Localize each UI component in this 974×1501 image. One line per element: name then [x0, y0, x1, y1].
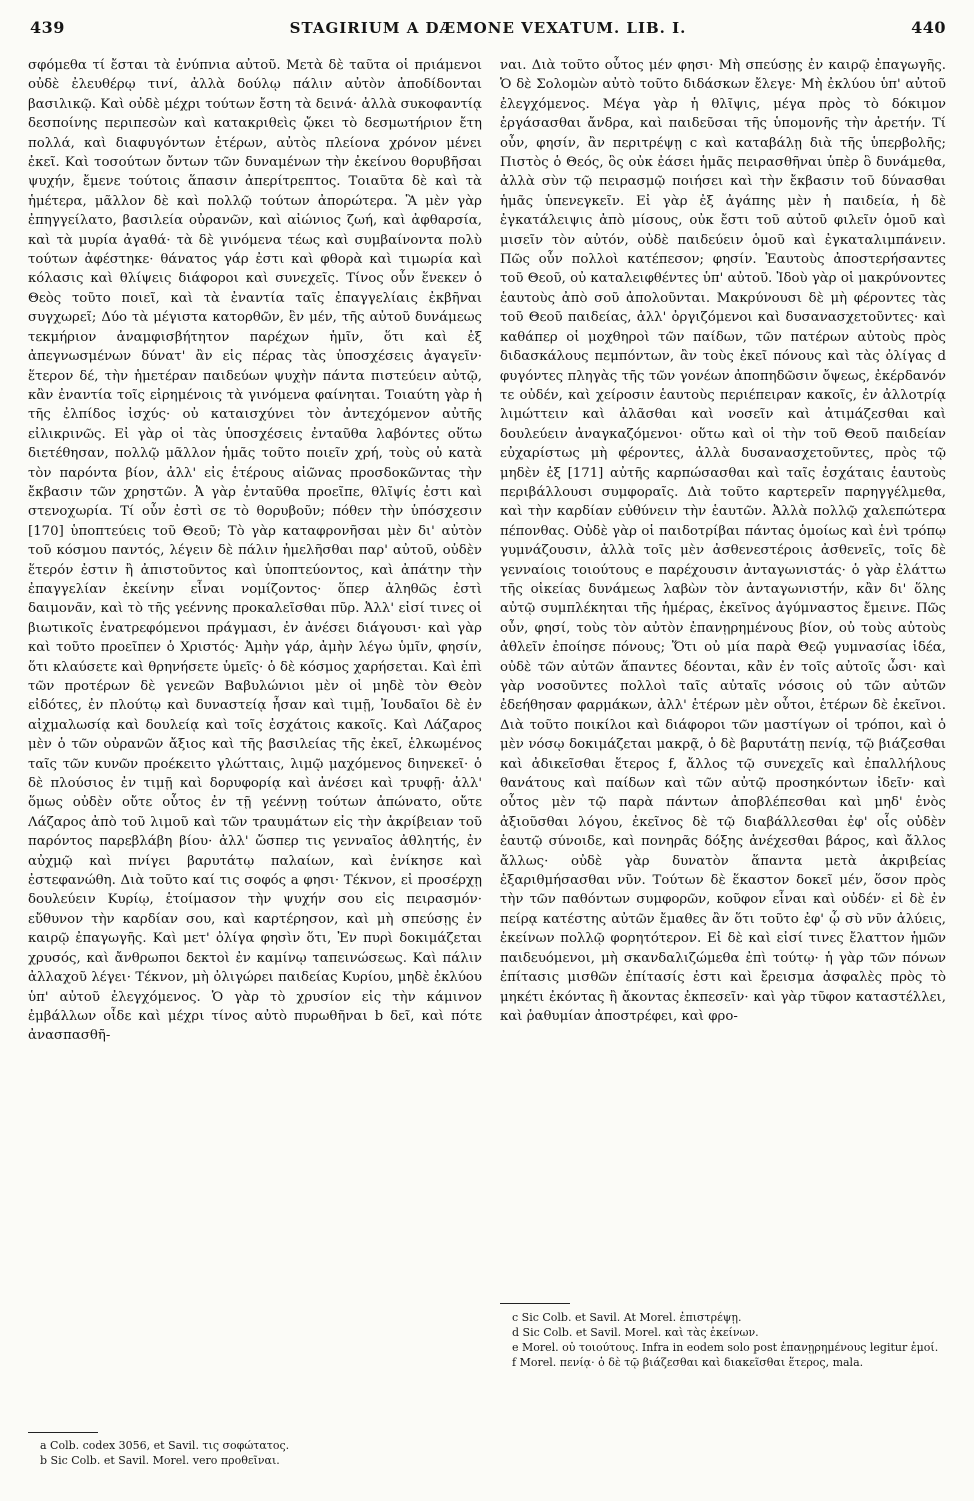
right-column: [500, 56, 946, 1290]
footnote-d: d Sic Colb. et Savil. Morel. καὶ τὰς ἐκείνων.: [512, 1326, 759, 1339]
page-number-right: 440: [911, 18, 946, 37]
footnote-b: b Sic Colb. et Savil. Morel. vero προθεῖναι.: [40, 1454, 280, 1467]
left-column-text: σφόμεθα τί ἔσται τὰ ἐνύπνια αὐτοῦ. Μετὰ δὲ ταῦτα οἱ πριάμενοι οὐδὲ ἐλευθέρῳ τινί, ἀλλὰ δούλῳ πάλιν αὐτὸν ἀποδίδονται βασιλικῷ. Καὶ οὐδὲ μέχρι τούτων ἔστη τὰ δεινά· ἀλλὰ συκοφαντίᾳ δεσποίνης περιπεσὼν καὶ κατακριθεὶς ᾤκει τὸ δεσμωτήριον ἔτη πολλά, καὶ διαφυγόντων ἑτέρων, αὐτὸς πλείονα χρόνον μένει ἐκεῖ. Καὶ τοσούτων ὄντων τῶν δυναμένων τὴν ἐκείνου θορυβῆσαι ψυχήν, ἔμενε τούτοις ἅπασιν ἀπερίτρεπτος. Τοιαῦτα δὲ καὶ τὰ ἡμέτερα, μᾶλλον δὲ καὶ πολλῷ τούτων ἀπορώτερα. Ἃ μὲν γὰρ ἐπηγγείλατο, βασιλεία οὐρανῶν, καὶ αἰώνιος ζωή, καὶ ἀφθαρσία, καὶ τὰ μυρία ἀγαθά· τὰ δὲ γινόμενα τέως καὶ συμβαίνοντα πολὺ τούτων ἀφέστηκε· θάνατος γάρ ἐστι καὶ φθορὰ καὶ τιμωρία καὶ κόλασις καὶ θλίψεις διάφοροι καὶ συνεχεῖς. Τίνος οὖν ἕνεκεν ὁ Θεὸς τοῦτο ποιεῖ, καὶ τὰ ἐναντία ταῖς ἐπαγγελίαις ἐκβῆναι συγχωρεῖ; Δύο τὰ μέγιστα κατορθῶν, ἓν μέν, τῆς αὐτοῦ δυνάμεως τεκμήριον ἀναμφισβήτητον παρέχων ἡμῖν, ὅτι καὶ ἐξ ἀπεγνωσμένων δύνατ' ἂν εἰς πέρας τὰς ὑποσχέσεις ἀγαγεῖν· ἕτερον δέ, τὴν ἡμετέραν παιδεύων ψυχὴν πάντα πιστεύειν αὐτῷ, κἂν ἐναντία τοῖς εἰρημένοις τὰ γινόμενα φαίνηται. Τοιαύτη γὰρ ἡ τῆς ἐλπίδος ἰσχύς· οὐ καταισχύνει τὸν ἀντεχόμενον αὐτῆς εἰλικρινῶς. Εἰ γὰρ οἱ τὰς ὑποσχέσεις ἐνταῦθα λαβόντες οὕτω διετέθησαν, πολλῷ μᾶλλον ἡμᾶς τοῦτο ποιεῖν χρή, τοὺς οὐ κατὰ τὸν παρόντα βίον, ἀλλ' εἰς ἑτέρους αἰῶνας προσδοκῶντας τὴν ἔκβασιν τῶν χρηστῶν. Ἀ γὰρ ἐνταῦθα προεῖπε, θλῖψίς ἐστι καὶ στενοχωρία. Τί οὖν ἐστὶ σε τὸ θορυβοῦν; πόθεν τὴν ὑπόσχεσιν [170] ὑποπτεύεις τοῦ Θεοῦ; Τὸ γὰρ καταφρονῆσαι μὲν δι' αὐτὸν τοῦ κόσμου παντός, λέγειν δὲ πάλιν ἠμελῆσθαι παρ' αὐτοῦ, οὐδὲν ἕτερόν ἐστιν ἢ ἀπιστοῦντος καὶ ὑποπτεύοντος, καὶ ἀπάτην τὴν ἐπαγγελίαν ἐκείνην εἶναι νομίζοντος· ὅπερ ἀληθῶς ἐστὶ δαιμονᾶν, καὶ τὸ τῆς γεέννης προκαλεῖσθαι πῦρ. Ἀλλ' εἰσί τινες οἱ βιωτικοῖς ἐνατρεφόμενοι πράγμασι, ἐν ἀνέσει διάγουσι· καὶ γὰρ καὶ τοῦτο προεῖπεν ὁ Χριστός· Ἀμὴν γάρ, ἀμὴν λέγω ὑμῖν, φησίν, ὅτι κλαύσετε καὶ θρηνήσετε ὑμεῖς· ὁ δὲ κόσμος χαρήσεται. Καὶ ἐπὶ τῶν προτέρων δὲ γενεῶν Βαβυλώνιοι μὲν οἱ μηδὲ τὸν Θεὸν εἰδότες, ἐν πλούτῳ καὶ δυναστείᾳ ἦσαν καὶ τιμῇ, Ἰουδαῖοι δὲ ἐν αἰχμαλωσίᾳ καὶ δουλείᾳ καὶ τοῖς ἐσχάτοις κακοῖς. Καὶ Λάζαρος μὲν ὁ τῶν οὐρανῶν ἄξιος καὶ τῆς βασιλείας τῆς ἐκεῖ, ἑλκωμένος ταῖς τῶν κυνῶν προέκειτο γλώτταις, λιμῷ μαχόμενος διηνεκεῖ· ὁ δὲ πλούσιος ἐν τιμῇ καὶ δορυφορίᾳ καὶ ἀνέσει καὶ τρυφῇ· ἀλλ' ὅμως οὐδὲν οὔτε οὗτος ἐν τῇ γεέννῃ τούτων ἀπώνατο, οὔτε Λάζαρος ἀπὸ τοῦ λιμοῦ καὶ τῶν τραυμάτων εἰς τὴν ἀκρίβειαν τοῦ παρόντος παρεβλάβη βίου· ἀλλ' ὥσπερ τις γενναῖος ἀθλητής, ἐν αὐχμῷ καὶ πνίγει βαρυτάτῳ παλαίων, καὶ ἐνίκησε καὶ ἐστεφανώθη. Διὰ τοῦτο καί τις σοφός a φησι· Τέκνον, εἰ προσέρχῃ δουλεύειν Κυρίῳ, ἑτοίμασον τὴν ψυχήν σου εἰς πειρασμόν· εὔθυνον τὴν καρδίαν σου, καὶ καρτέρησον, καὶ μὴ σπεύσῃς ἐν καιρῷ ἐπαγωγῆς. Καὶ μετ' ὀλίγα φησὶν ὅτι, Ἐν πυρὶ δοκιμάζεται χρυσός, καὶ ἄνθρωποι δεκτοὶ ἐν καμίνῳ ταπεινώσεως. Καὶ πάλιν ἀλλαχοῦ λέγει· Τέκνον, μὴ ὀλιγώρει παιδείας Κυρίου, μηδὲ ἐκλύου ὑπ' αὐτοῦ ἐλεγχόμενος. Ὁ γὰρ τὸ χρυσίον εἰς τὴν κάμινον ἐμβάλλων οἶδε καὶ μέχρι τίνος αὐτὸ πυρωθῆναι b δεῖ, καὶ πότε ἀνασπασθῆ-: [28, 58, 482, 1044]
footnote-a: a Colb. codex 3056, et Savil. τις σοφώτατος.: [40, 1439, 290, 1452]
footnote-c: c Sic Colb. et Savil. At Morel. ἐπιστρέψῃ.: [512, 1311, 742, 1324]
page-header: [30, 18, 946, 44]
footnote-f: f Morel. πενίᾳ· ὁ δὲ τῷ βιάζεσθαι καὶ διακεῖσθαι ἕτερος, mala.: [512, 1356, 864, 1369]
footnote-divider-right: [500, 1303, 570, 1304]
page-number-left: 439: [30, 18, 65, 37]
footnotes-left: [40, 1438, 480, 1468]
left-column: [28, 56, 482, 1412]
footnote-e: e Morel. οὐ τοιούτους. Infra in eodem solo post ἐπανῃρημένους legitur ἐμοί.: [512, 1341, 939, 1354]
footnotes-right: [512, 1310, 944, 1370]
running-title: STAGIRIUM A DÆMONE VEXATUM. LIB. I.: [289, 19, 687, 37]
footnote-divider-left: [28, 1432, 98, 1433]
right-column-text: ναι. Διὰ τοῦτο οὗτος μέν φησι· Μὴ σπεύσῃς ἐν καιρῷ ἐπαγωγῆς. Ὁ δὲ Σολομὼν αὐτὸ τοῦτο διδάσκων ἔλεγε· Μὴ ἐκλύου ὑπ' αὐτοῦ ἐλεγχόμενος. Μέγα γὰρ ἡ θλῖψις, μέγα πρὸς τὸ δόκιμον ἐργάσασθαι ἄνδρα, καὶ παιδεῦσαι τῆς ὑπομονῆς τὴν ἀρετήν. Τί οὖν, φησίν, ἂν περιτρέψῃ c καὶ καταβάλῃ διὰ τῆς ὑπερβολῆς; Πιστὸς ὁ Θεός, ὃς οὐκ ἐάσει ἡμᾶς πειρασθῆναι ὑπὲρ ὃ δυνάμεθα, ἀλλὰ σὺν τῷ πειρασμῷ ποιήσει καὶ τὴν ἔκβασιν τοῦ δύνασθαι ἡμᾶς ὑπενεγκεῖν. Εἰ γὰρ ἐξ ἀγάπης μὲν ἡ παιδεία, ἡ δὲ ἐγκατάλειψις ἀπὸ μίσους, οὐκ ἔστι τοῦ αὐτοῦ φιλεῖν ὁμοῦ καὶ μισεῖν τὸν αὐτόν, οὐδὲ παιδεύειν ὁμοῦ καὶ ἐγκαταλιμπάνειν. Πῶς οὖν πολλοὶ κατέπεσον; φησίν. Ἑαυτοὺς ἀποστερήσαντες τοῦ Θεοῦ, οὐ καταλειφθέντες ὑπ' αὐτοῦ. Ἰδοὺ γὰρ οἱ μακρύνοντες ἑαυτοὺς ἀπὸ σοῦ ἀπολοῦνται. Μακρύνουσι δὲ μὴ φέροντες τὰς τοῦ Θεοῦ παιδείας, ἀλλ' ὀργιζόμενοι καὶ δυσανασχετοῦντες· καὶ καθάπερ οἱ μοχθηροὶ τῶν παίδων, τῶν πατέρων αὐτοὺς πρὸς διδασκάλους πεμπόντων, ἂν τοὺς ἐκεῖ πόνους καὶ τὰς ὀλίγας d φυγόντες πληγὰς τῆς τῶν γονέων ἀποπηδῶσιν ὄψεως, ἐκέρδανόν τε οὐδέν, καὶ χείροσιν ἑαυτοὺς περιέπειραν κακοῖς, ἐν ἀλλοτρίᾳ λιμώττειν καὶ ἀλᾶσθαι καὶ νοσεῖν καὶ ἀτιμάζεσθαι καὶ δουλεύειν ἀναγκαζόμενοι· οὕτω καὶ οἱ τὴν τοῦ Θεοῦ παιδείαν εὐχαρίστως μὴ φέροντες, ἀλλὰ δυσανασχετοῦντες, πρὸς τῷ μηδὲν ἐξ [171] αὐτῆς καρπώσασθαι καὶ ταῖς ἐσχάταις ἑαυτοὺς περιβάλλουσι συμφοραῖς. Διὰ τοῦτο καρτερεῖν παρηγγέλμεθα, καὶ τὴν καρδίαν εὐθύνειν τὴν ἑαυτῶν. Ἀλλὰ πολλῷ χαλεπώτερα πέπονθας. Οὐδὲ γὰρ οἱ παιδοτρίβαι πάντας ὁμοίως καὶ ἑνὶ τρόπῳ γυμνάζουσιν, ἀλλὰ τοῖς μὲν ἀσθενεστέροις ἀσθενεῖς, τοῖς δὲ γενναίοις τοιούτους e παρέχουσιν ἀνταγωνιστάς· ὁ γὰρ ἐλάττω τῆς οἰκείας δυνάμεως λαβὼν τὸν ἀνταγωνιστήν, κἂν δι' ὅλης αὐτῷ συμπλέκηται τῆς ἡμέρας, ἐκεῖνος ἀγύμναστος ἔμεινε. Πῶς οὖν, φησί, τοὺς τὸν αὐτὸν ἐπανῃρημένους βίον, οὐ τοὺς αὐτοὺς ἀθλεῖν ἐποίησε πόνους; Ὅτι οὐ μία παρὰ Θεῷ γυμνασίας ἰδέα, οὐδὲ τῶν αὐτῶν ἅπαντες δέονται, κἂν ἐν τοῖς αὐτοῖς ὦσι· καὶ γὰρ νοσοῦντες πολλοὶ ταῖς αὐταῖς νόσοις οὐ τῶν αὐτῶν ἐδεήθησαν φαρμάκων, ἀλλ' ἑτέρων μὲν οὗτοι, ἑτέρων δὲ ἐκεῖνοι. Διὰ τοῦτο ποικίλοι καὶ διάφοροι τῶν μαστίγων οἱ τρόποι, καὶ ὁ μὲν νόσῳ δοκιμάζεται μακρᾷ, ὁ δὲ βαρυτάτῃ πενίᾳ, τῷ βιάζεσθαι καὶ ἀδικεῖσθαι ἕτερος f, ἄλλος τῷ συνεχεῖς καὶ ἐπαλλήλους θανάτους καὶ παίδων καὶ τῶν αὐτῷ προσηκόντων ἰδεῖν· καὶ οὗτος μὲν τῷ παρὰ πάντων ἀποβλέπεσθαι καὶ μηδ' ἑνὸς ἀξιοῦσθαι λόγου, ἐκεῖνος δὲ τῷ διαβάλλεσθαι ἐφ' οἷς οὐδὲν ἑαυτῷ σύνοιδε, καὶ πονηρᾶς δόξης ἀνέχεσθαι βάρος, καὶ ἄλλος ἄλλως· οὐδὲ γὰρ δυνατὸν ἅπαντα μετὰ ἀκριβείας ἐξαριθμήσασθαι νῦν. Τούτων δὲ ἕκαστον δοκεῖ μέν, ὅσον πρὸς τὴν τῶν παθόντων συμφορῶν, κοῦφον εἶναι καὶ οὐδέν· εἰ δὲ ἐν πείρᾳ κατέστης αὐτῶν ἔμαθες ἂν ὅτι τοῦτο ἐφ' ᾧ σὺ νῦν ἀλύεις, ἐκείνων πολλῷ φορητότερον. Εἰ δὲ καὶ εἰσί τινες ἔλαττον ἡμῶν παιδευόμενοι, μὴ σκανδαλιζώμεθα ἐπὶ τούτῳ· ἡ γὰρ τῶν πόνων ἐπίτασις μισθῶν ἐπίτασίς ἐστι καὶ ἔρεισμα ἀσφαλὲς πρὸς τὸ μηκέτι ἐκόντας ἢ ἄκοντας ἐκπεσεῖν· καὶ γὰρ τῦφον καταστέλλει, καὶ ῥαθυμίαν ἀποστρέφει, καὶ φρο-: [500, 58, 946, 1024]
